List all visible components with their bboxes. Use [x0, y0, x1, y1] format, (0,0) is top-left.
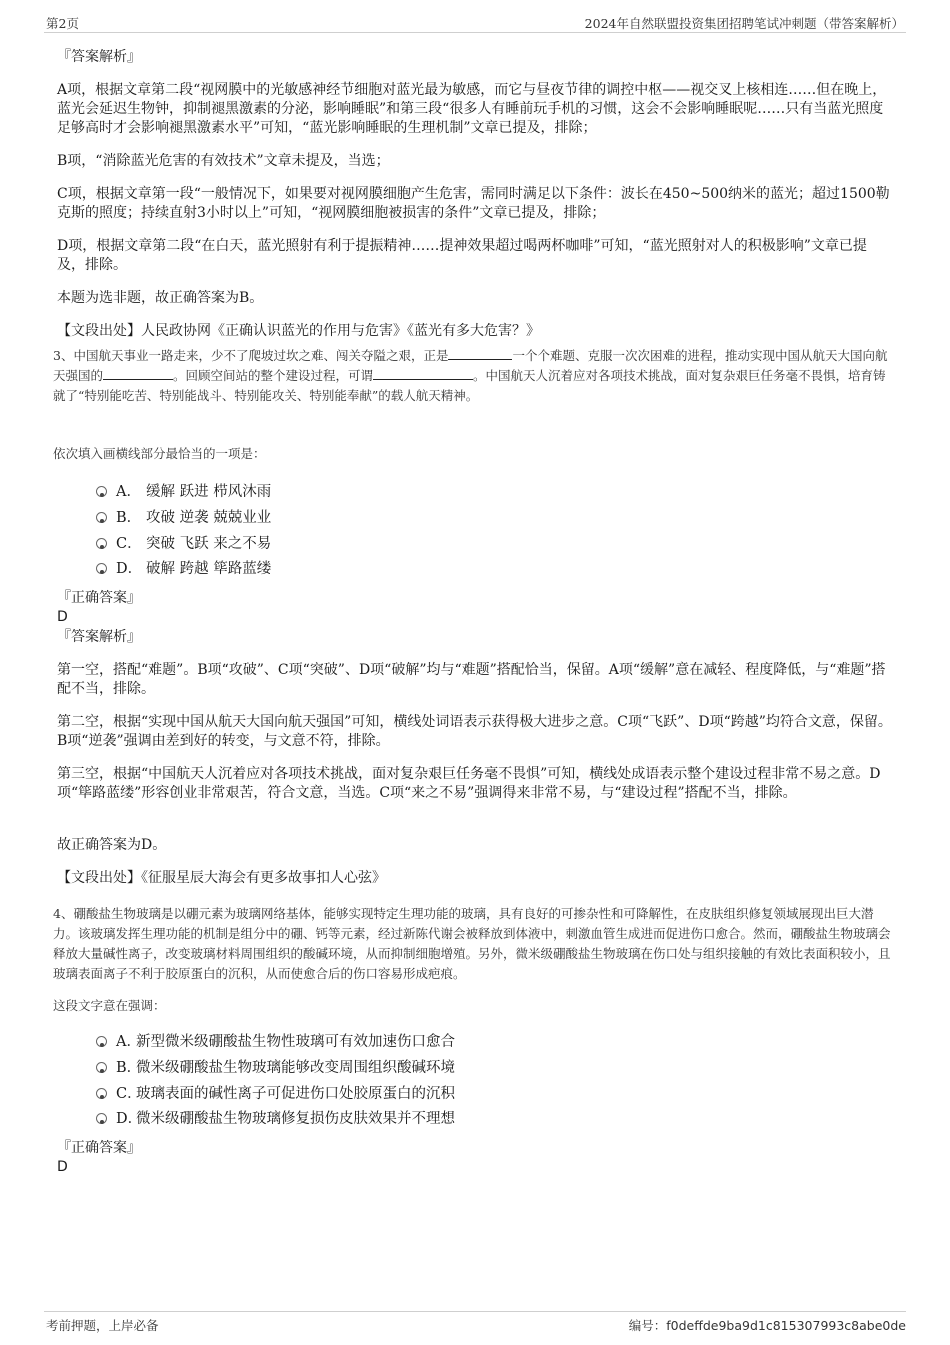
q2-analysis-d: D项，根据文章第二段“在白天，蓝光照射有利于提振精神……提神效果超过喝两杯咖啡”可知，“蓝光照射对人的积极影响”文章已提及，排除。	[57, 238, 867, 273]
q3-option-b[interactable]: B． 攻破 逆袭 兢兢业业	[96, 508, 271, 528]
q4-answer-label: 『正确答案』	[57, 1140, 141, 1156]
radio-icon[interactable]	[96, 1036, 107, 1047]
radio-icon[interactable]	[96, 538, 107, 549]
q4-answer: D	[57, 1159, 68, 1175]
q2-analysis-b: B项，“消除蓝光危害的有效技术”文章未提及，当选；	[57, 153, 390, 169]
page-header	[44, 14, 906, 33]
q3-blank-3	[373, 366, 473, 380]
q2-analysis-a: A项，根据文章第二段“视网膜中的光敏感神经节细胞对蓝光最为敏感，而它与昼夜节律的调控中枢——视交叉上核相连……但在晚上，蓝光会延迟生物钟，抑制褪黑激素的分泌，影响睡眠”和第三段“很多人有睡前玩手机的习惯，这会不会影响睡眠呢……只有当蓝光照度足够高时才会影响褪黑激素水平”可知，“蓝光影响睡眠的生理机制”文章已提及，排除；	[57, 82, 887, 136]
q4-option-b[interactable]: B．微米级硼酸盐生物玻璃能够改变周围组织酸碱环境	[96, 1058, 455, 1078]
footer-slogan: 考前押题，上岸必备	[46, 1318, 159, 1333]
q3-answer-label: 『正确答案』	[57, 590, 141, 606]
q3-source: 【文段出处】《征服星辰大海会有更多故事扣人心弦》	[57, 870, 386, 886]
q2-source: 【文段出处】人民政协网《正确认识蓝光的作用与危害》《蓝光有多大危害？》	[57, 323, 540, 339]
q4-option-a[interactable]: A．新型微米级硼酸盐生物性玻璃可有效加速伤口愈合	[96, 1032, 455, 1052]
radio-icon[interactable]	[96, 563, 107, 574]
q3-option-a[interactable]: A． 缓解 跃进 栉风沐雨	[96, 482, 271, 502]
q4-option-c[interactable]: C．玻璃表面的碱性离子可促进伤口处胶原蛋白的沉积	[96, 1084, 455, 1104]
q4-stem: 4、硼酸盐生物玻璃是以硼元素为玻璃网络基体，能够实现特定生理功能的玻璃，具有良好的可掺杂性和可降解性，在皮肤组织修复领域展现出巨大潜力。该玻璃发挥生理功能的机制是组分中的硼、钙等元素，经过新陈代谢会被释放到体液中，刺激血管生成进而促进伤口愈合。然而，硼酸盐生物玻璃会释放大量碱性离子，改变玻璃材料周围组织的酸碱环境，从而抑制细胞增殖。另外，微米级硼酸盐生物玻璃在伤口处与组织接触的有效比表面积较小，且玻璃表面离子不利于胶原蛋白的沉积，从而使愈合后的伤口容易形成疤痕。	[53, 906, 891, 981]
document-code	[629, 1316, 906, 1334]
radio-icon[interactable]	[96, 1088, 107, 1099]
code-label: 编号：	[628, 1318, 667, 1333]
page-number: 第2页	[46, 16, 79, 31]
q2-analysis-c: C项，根据文章第一段“一般情况下，如果要对视网膜细胞产生危害，需同时满足以下条件：波长在450~500纳米的蓝光；超过1500勒克斯的照度；持续直射3小时以上”可知，“视网膜细胞被损害的条件”文章已提及，排除；	[57, 186, 890, 221]
q3-analysis-label: 『答案解析』	[57, 629, 141, 645]
q3-option-d[interactable]: D． 破解 跨越 筚路蓝缕	[96, 559, 271, 579]
q3-conclusion: 故正确答案为D。	[57, 837, 167, 853]
q3-analysis-3: 第三空，根据“中国航天人沉着应对各项技术挑战，面对复杂艰巨任务毫不畏惧”可知，横线处成语表示整个建设过程非常不易之意。D项“筚路蓝缕”形容创业非常艰苦，符合文意，当选。C项“来之不易”强调得来非常不易，与“建设过程”搭配不当，排除。	[57, 766, 881, 801]
code-value: f0deffde9ba9d1c815307993c8abe0de	[666, 1318, 906, 1333]
radio-icon[interactable]	[96, 1062, 107, 1073]
q3-analysis-2: 第二空，根据“实现中国从航天大国向航天强国”可知，横线处词语表示获得极大进步之意。C项“飞跃”、D项“跨越”均符合文意，保留。B项“逆袭”强调由差到好的转变，与文意不符，排除。	[57, 714, 892, 749]
page-footer	[44, 1311, 906, 1334]
q4-option-d[interactable]: D．微米级硼酸盐生物玻璃修复损伤皮肤效果并不理想	[96, 1109, 455, 1129]
q3-analysis-1: 第一空，搭配“难题”。B项“攻破”、C项“突破”、D项“破解”均与“难题”搭配恰当，保留。A项“缓解”意在减轻、程度降低，与“难题”搭配不当，排除。	[57, 662, 886, 697]
q3-option-c[interactable]: C． 突破 飞跃 来之不易	[96, 534, 271, 554]
document-title: 2024年自然联盟投资集团招聘笔试冲刺题（带答案解析）	[584, 16, 904, 31]
q4-prompt: 这段文字意在强调：	[53, 998, 166, 1013]
radio-icon[interactable]	[96, 1113, 107, 1124]
q3-stem: 3、中国航天事业一路走来，少不了爬坡过坎之难、闯关夺隘之艰，正是 一个个难题、克服一次次困难的进程，推动实现中国从航天大国向航天强国的 。回顾空间站的整个建设过程，可谓 。中国航天人沉着应对各项技术挑战，面对复杂艰巨任务毫不畏惧，培育铸就了“特别能吃苦、特别能战斗、特别能攻关、特别能奉献”的载人航天精神。	[53, 348, 888, 403]
q3-prompt: 依次填入画横线部分最恰当的一项是：	[53, 446, 266, 461]
q3-answer: D	[57, 609, 68, 625]
radio-icon[interactable]	[96, 512, 107, 523]
radio-icon[interactable]	[96, 486, 107, 497]
q3-blank-1	[448, 346, 512, 360]
q2-analysis-label: 『答案解析』	[57, 49, 141, 65]
q2-conclusion: 本题为选非题，故正确答案为B。	[57, 290, 264, 306]
q3-blank-2	[103, 366, 173, 380]
